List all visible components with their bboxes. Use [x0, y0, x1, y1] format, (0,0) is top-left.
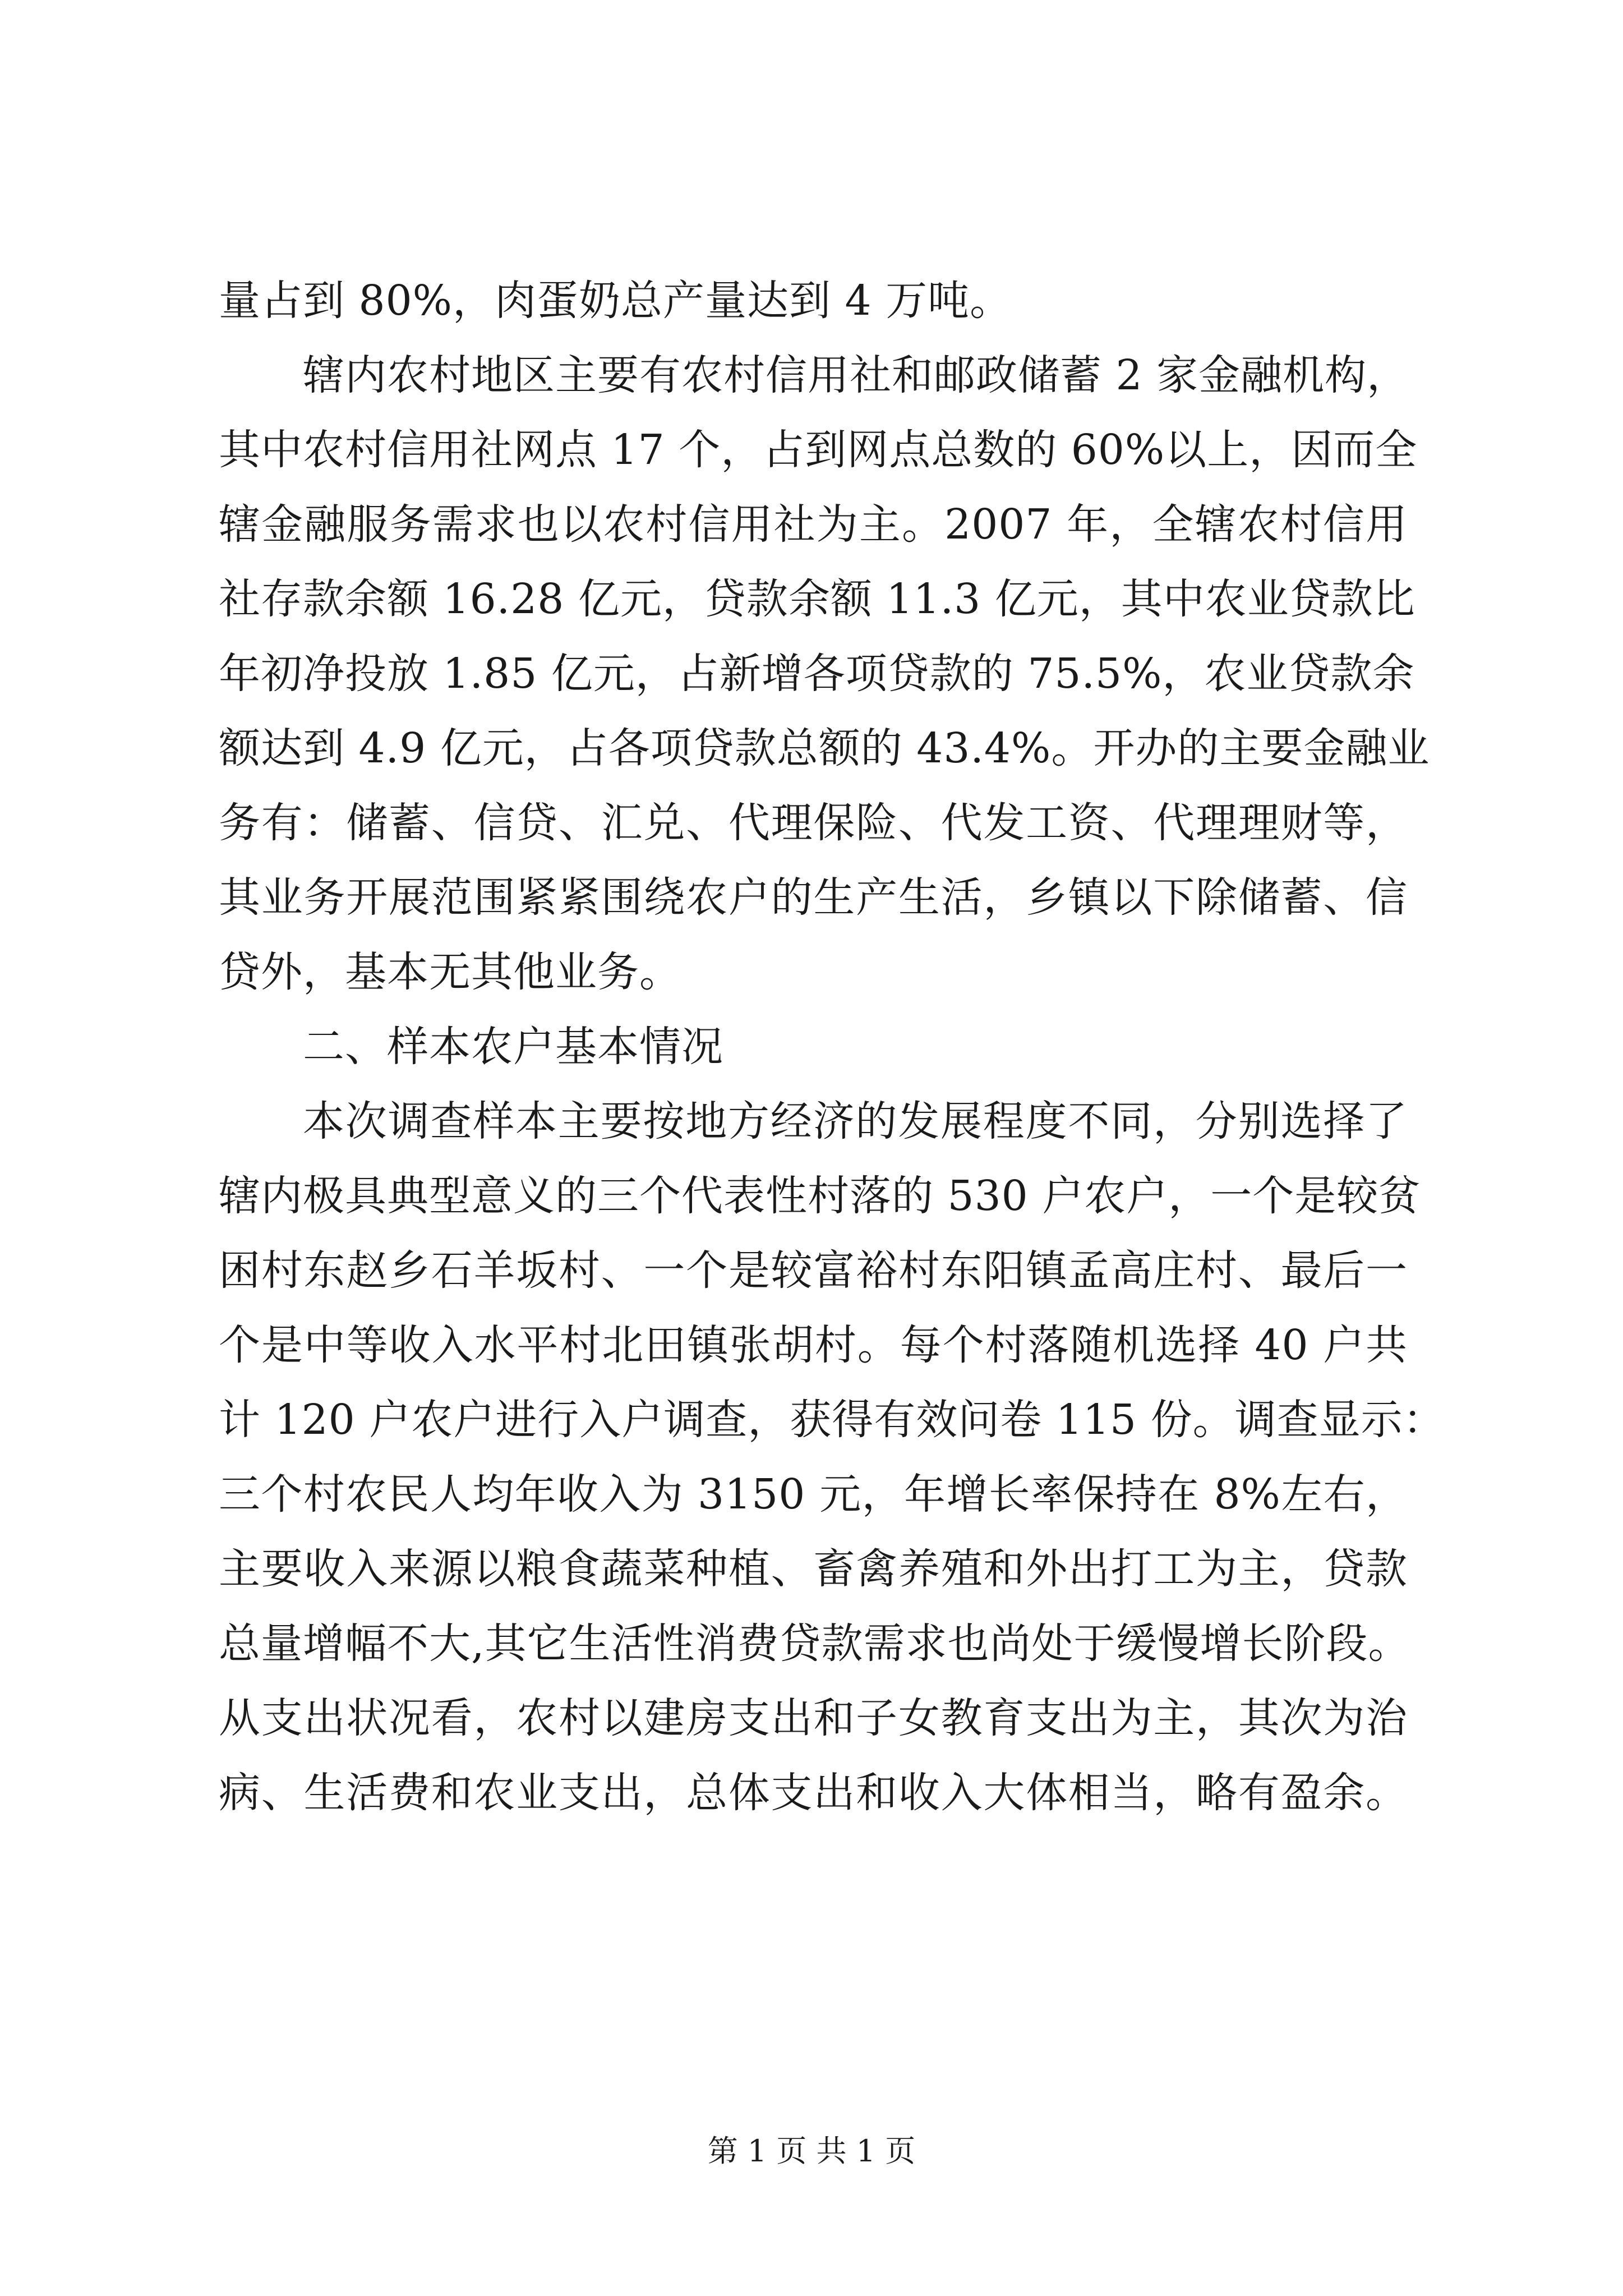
text-line: 本次调查样本主要按地方经济的发展程度不同，分别选择了	[303, 1097, 1408, 1145]
text-line: 务有：储蓄、信贷、汇兑、代理保险、代发工资、代理理财等，	[219, 799, 1408, 847]
text-line: 从支出状况看，农村以建房支出和子女教育支出为主，其次为治	[219, 1694, 1408, 1742]
text-line: 主要收入来源以粮食蔬菜种植、畜禽养殖和外出打工为主，贷款	[219, 1545, 1408, 1593]
text-line: 其业务开展范围紧紧围绕农户的生产生活，乡镇以下除储蓄、信	[219, 873, 1408, 922]
text-line: 辖金融服务需求也以农村信用社为主。2007 年，全辖农村信用	[219, 500, 1408, 549]
text-line: 个是中等收入水平村北田镇张胡村。每个村落随机选择 40 户共	[219, 1321, 1408, 1369]
text-line: 三个村农民人均年收入为 3150 元，年增长率保持在 8%左右，	[219, 1470, 1408, 1519]
text-line: 辖内极具典型意义的三个代表性村落的 530 户农户，一个是较贫	[219, 1172, 1421, 1220]
text-line: 其中农村信用社网点 17 个，占到网点总数的 60%以上，因而全	[219, 426, 1418, 474]
text-line: 病、生活费和农业支出，总体支出和收入大体相当，略有盈余。	[219, 1769, 1408, 1817]
text-line: 额达到 4.9 亿元，占各项贷款总额的 43.4%。开办的主要金融业	[219, 724, 1430, 772]
text-line: 计 120 户农户进行入户调查，获得有效问卷 115 份。调查显示：	[219, 1396, 1445, 1444]
text-line: 贷外，基本无其他业务。	[219, 948, 681, 996]
section-heading: 二、样本农户基本情况	[303, 1023, 723, 1071]
text-line: 社存款余额 16.28 亿元，贷款余额 11.3 亿元，其中农业贷款比	[219, 575, 1415, 623]
text-line: 辖内农村地区主要有农村信用社和邮政储蓄 2 家金融机构，	[303, 351, 1409, 399]
text-line: 总量增幅不大,其它生活性消费贷款需求也尚处于缓慢增长阶段。	[219, 1619, 1410, 1668]
document-body	[219, 264, 1445, 1830]
text-line: 年初净投放 1.85 亿元，占新增各项贷款的 75.5%，农业贷款余	[219, 650, 1415, 698]
text-line: 困村东赵乡石羊坂村、一个是较富裕村东阳镇孟高庄村、最后一	[219, 1246, 1408, 1295]
text-line: 量占到 80%，肉蛋奶总产量达到 4 万吨。	[219, 277, 1012, 325]
page-footer: 第 1 页 共 1 页	[707, 2133, 916, 2169]
